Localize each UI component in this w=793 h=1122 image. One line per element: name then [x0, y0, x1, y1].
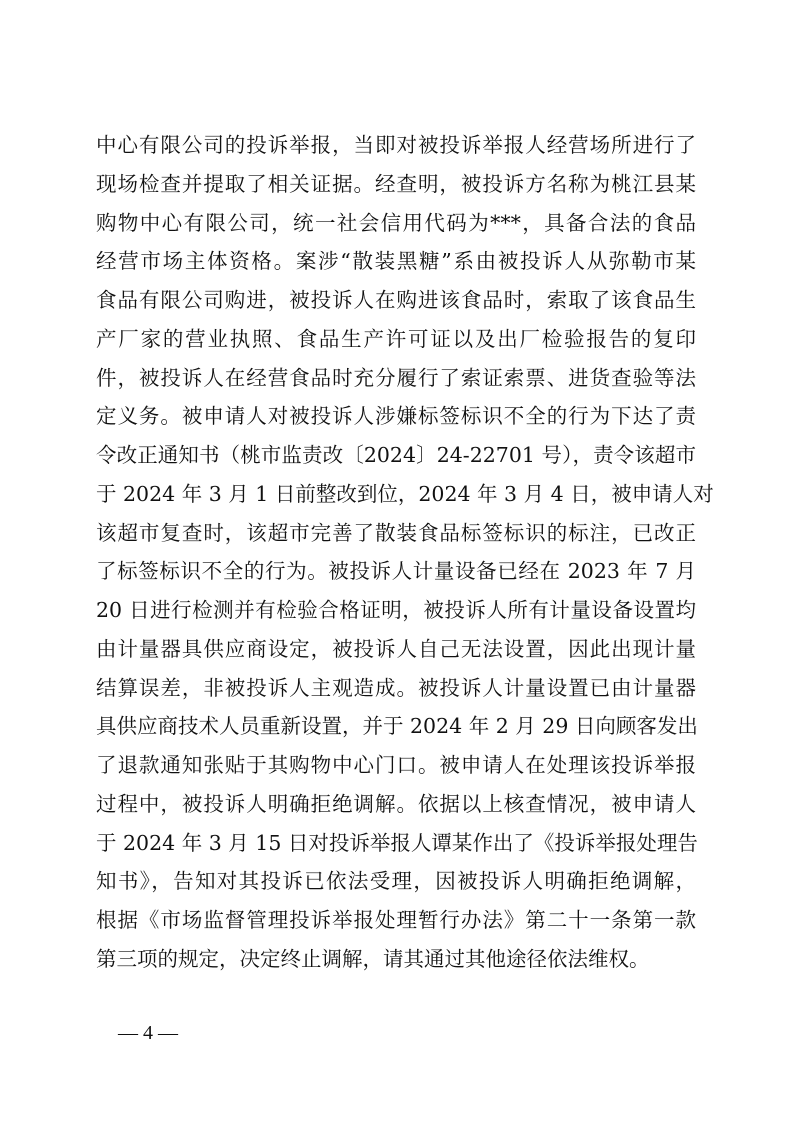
text-line: 结算误差，非被投诉人主观造成。被投诉人计量设置已由计量器 — [96, 675, 696, 700]
text-line: 中心有限公司的投诉举报，当即对被投诉举报人经营场所进行了 — [96, 133, 696, 157]
text-line: 根据《市场监督管理投诉举报处理暂行办法》第二十一条第一款 — [96, 908, 696, 932]
text-line: 过程中，被投诉人明确拒绝调解。依据以上核查情况，被申请人 — [96, 791, 696, 816]
text-line: 购物中心有限公司，统一社会信用代码为***，具备合法的食品 — [96, 210, 696, 235]
text-line: 定义务。被申请人对被投诉人涉嫌标签标识不全的行为下达了责 — [96, 404, 696, 429]
text-line: 由计量器具供应商设定，被投诉人自己无法设置，因此出现计量 — [96, 636, 696, 661]
text-line: 食品有限公司购进，被投诉人在购进该食品时，索取了该食品生 — [96, 288, 696, 312]
text-line: 现场检查并提取了相关证据。经查明，被投诉方名称为桃江县某 — [96, 171, 696, 196]
text-line: 于 2024 年 3 月 1 日前整改到位，2024 年 3 月 4 日，被申请人对 — [96, 481, 714, 506]
text-line: 该超市复查时，该超市完善了散装食品标签标识的标注，已改正 — [96, 520, 696, 545]
text-line: 了退款通知张贴于其购物中心门口。被申请人在处理该投诉举报 — [96, 753, 696, 777]
page-number: — 4 — — [118, 1022, 178, 1044]
text-line: 了标签标识不全的行为。被投诉人计量设备已经在 2023 年 7 月 — [96, 559, 696, 584]
text-line: 产厂家的营业执照、食品生产许可证以及出厂检验报告的复印 — [96, 326, 696, 351]
text-line: 经营市场主体资格。案涉“散装黑糖”系由被投诉人从弥勒市某 — [96, 249, 696, 274]
text-line: 知书》，告知对其投诉已依法受理，因被投诉人明确拒绝调解， — [96, 869, 696, 894]
text-line: 令改正通知书（桃市监责改〔2024〕24-22701 号），责令该超市 — [96, 443, 696, 467]
text-line: 具供应商技术人员重新设置，并于 2024 年 2 月 29 日向顾客发出 — [96, 714, 698, 739]
text-line-last: 第三项的规定，决定终止调解，请其通过其他途径依法维权。 — [96, 946, 650, 971]
text-line: 20 日进行检测并有检验合格证明，被投诉人所有计量设备设置均 — [96, 598, 696, 622]
text-line: 件，被投诉人在经营食品时充分履行了索证索票、进货查验等法 — [96, 365, 696, 390]
body-text — [96, 126, 714, 979]
text-line: 于 2024 年 3 月 15 日对投诉举报人谭某作出了《投诉举报处理告 — [96, 830, 698, 855]
